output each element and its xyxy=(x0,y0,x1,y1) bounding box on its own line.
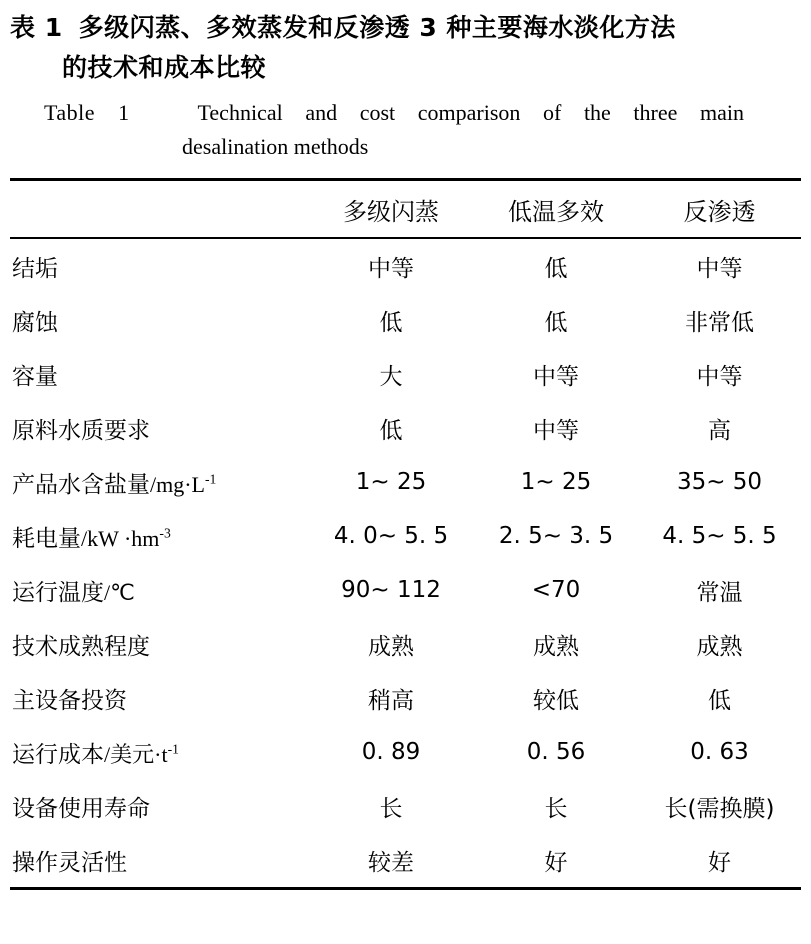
row-value-msf: 90~ 112 xyxy=(308,563,474,617)
row-value-ro: 长(需换膜) xyxy=(638,779,801,833)
row-value-ro: 4. 5~ 5. 5 xyxy=(638,509,801,563)
row-value-msf: 较差 xyxy=(308,833,474,889)
header-cell-ro: 反渗透 xyxy=(638,180,801,239)
row-label xyxy=(10,725,308,779)
table-head xyxy=(10,180,801,239)
row-label xyxy=(10,293,308,347)
table-row xyxy=(10,401,801,455)
table-row xyxy=(10,833,801,889)
header-cell-blank xyxy=(10,180,308,239)
row-value-med: 较低 xyxy=(474,671,638,725)
row-label-text: 容量 xyxy=(12,364,58,390)
row-label-text: 原料水质要求 xyxy=(12,418,150,444)
row-value-msf: 大 xyxy=(308,347,474,401)
table-row xyxy=(10,509,801,563)
table-title-en-line1 xyxy=(10,96,744,130)
row-value-msf: 低 xyxy=(308,293,474,347)
row-value-med: 2. 5~ 3. 5 xyxy=(474,509,638,563)
table-row xyxy=(10,725,801,779)
row-label-unit: /美元$\cdot t^{-1}$ xyxy=(104,742,179,767)
table-row xyxy=(10,617,801,671)
table-number-en: Table 1 xyxy=(44,100,130,125)
comparison-table xyxy=(10,178,801,944)
row-value-msf: 长 xyxy=(308,779,474,833)
row-value-msf: 0. 89 xyxy=(308,725,474,779)
row-value-ro: 非常低 xyxy=(638,293,801,347)
row-value-med: 中等 xyxy=(474,347,638,401)
table-row xyxy=(10,293,801,347)
row-value-med: 中等 xyxy=(474,401,638,455)
row-label-unit: /℃ xyxy=(104,580,135,605)
row-label xyxy=(10,617,308,671)
row-value-med: 低 xyxy=(474,293,638,347)
row-value-med: 0. 56 xyxy=(474,725,638,779)
row-label-text: 运行温度 xyxy=(12,580,104,606)
bottom-rule-cell xyxy=(638,889,801,944)
row-value-ro: 好 xyxy=(638,833,801,889)
row-label-unit: $/kW \cdot hm^{-3}$ xyxy=(81,526,171,551)
row-value-med: 低 xyxy=(474,238,638,293)
row-label-text: 运行成本 xyxy=(12,742,104,768)
row-value-med: 好 xyxy=(474,833,638,889)
row-value-msf: 成熟 xyxy=(308,617,474,671)
table-row xyxy=(10,779,801,833)
row-value-ro: 中等 xyxy=(638,238,801,293)
row-value-ro: 高 xyxy=(638,401,801,455)
row-label-text: 技术成熟程度 xyxy=(12,634,150,660)
row-value-msf: 低 xyxy=(308,401,474,455)
table-title-en-line2: desalination methods xyxy=(10,130,801,164)
row-value-ro: 常温 xyxy=(638,563,801,617)
row-value-ro: 低 xyxy=(638,671,801,725)
row-label xyxy=(10,671,308,725)
row-label xyxy=(10,347,308,401)
row-value-ro: 0. 63 xyxy=(638,725,801,779)
row-label-text: 主设备投资 xyxy=(12,688,127,714)
table-caption-english xyxy=(10,96,801,164)
table-row xyxy=(10,347,801,401)
row-value-med: 长 xyxy=(474,779,638,833)
table-bottom-rule xyxy=(10,889,801,944)
table-number-cn: 表 1 xyxy=(10,13,63,42)
table-row xyxy=(10,671,801,725)
bottom-rule-cell xyxy=(308,889,474,944)
row-label xyxy=(10,833,308,889)
row-label xyxy=(10,455,308,509)
table-caption-chinese xyxy=(10,8,801,88)
table-title-cn-line1: 多级闪蒸、多效蒸发和反渗透 3 种主要海水淡化方法 xyxy=(79,13,676,42)
table-body xyxy=(10,238,801,944)
row-label-text: 设备使用寿命 xyxy=(12,796,150,822)
header-cell-med: 低温多效 xyxy=(474,180,638,239)
row-value-ro: 35~ 50 xyxy=(638,455,801,509)
row-label-text: 结垢 xyxy=(12,256,58,282)
row-value-med: 1~ 25 xyxy=(474,455,638,509)
row-value-msf: 稍高 xyxy=(308,671,474,725)
row-value-med: 成熟 xyxy=(474,617,638,671)
row-label-unit: $/mg\cdot L^{-1}$ xyxy=(150,472,216,497)
row-value-msf: 1~ 25 xyxy=(308,455,474,509)
table-row xyxy=(10,563,801,617)
row-label xyxy=(10,401,308,455)
row-value-ro: 中等 xyxy=(638,347,801,401)
row-value-ro: 成熟 xyxy=(638,617,801,671)
row-value-med: <70 xyxy=(474,563,638,617)
row-label-text: 耗电量 xyxy=(12,526,81,552)
row-label-text: 产品水含盐量 xyxy=(12,472,150,498)
table-title-cn-line2: 的技术和成本比较 xyxy=(10,48,801,88)
row-label xyxy=(10,779,308,833)
row-label-text: 操作灵活性 xyxy=(12,850,127,876)
row-value-msf: 中等 xyxy=(308,238,474,293)
table-header-row xyxy=(10,180,801,239)
table-row xyxy=(10,238,801,293)
row-label-text: 腐蚀 xyxy=(12,310,58,336)
table-row xyxy=(10,455,801,509)
row-value-msf: 4. 0~ 5. 5 xyxy=(308,509,474,563)
bottom-rule-cell xyxy=(10,889,308,944)
header-cell-msf: 多级闪蒸 xyxy=(308,180,474,239)
bottom-rule-cell xyxy=(474,889,638,944)
table-title-en-text1: Technical and cost comparison of the three main xyxy=(198,100,745,125)
row-label xyxy=(10,509,308,563)
row-label xyxy=(10,563,308,617)
row-label xyxy=(10,238,308,293)
